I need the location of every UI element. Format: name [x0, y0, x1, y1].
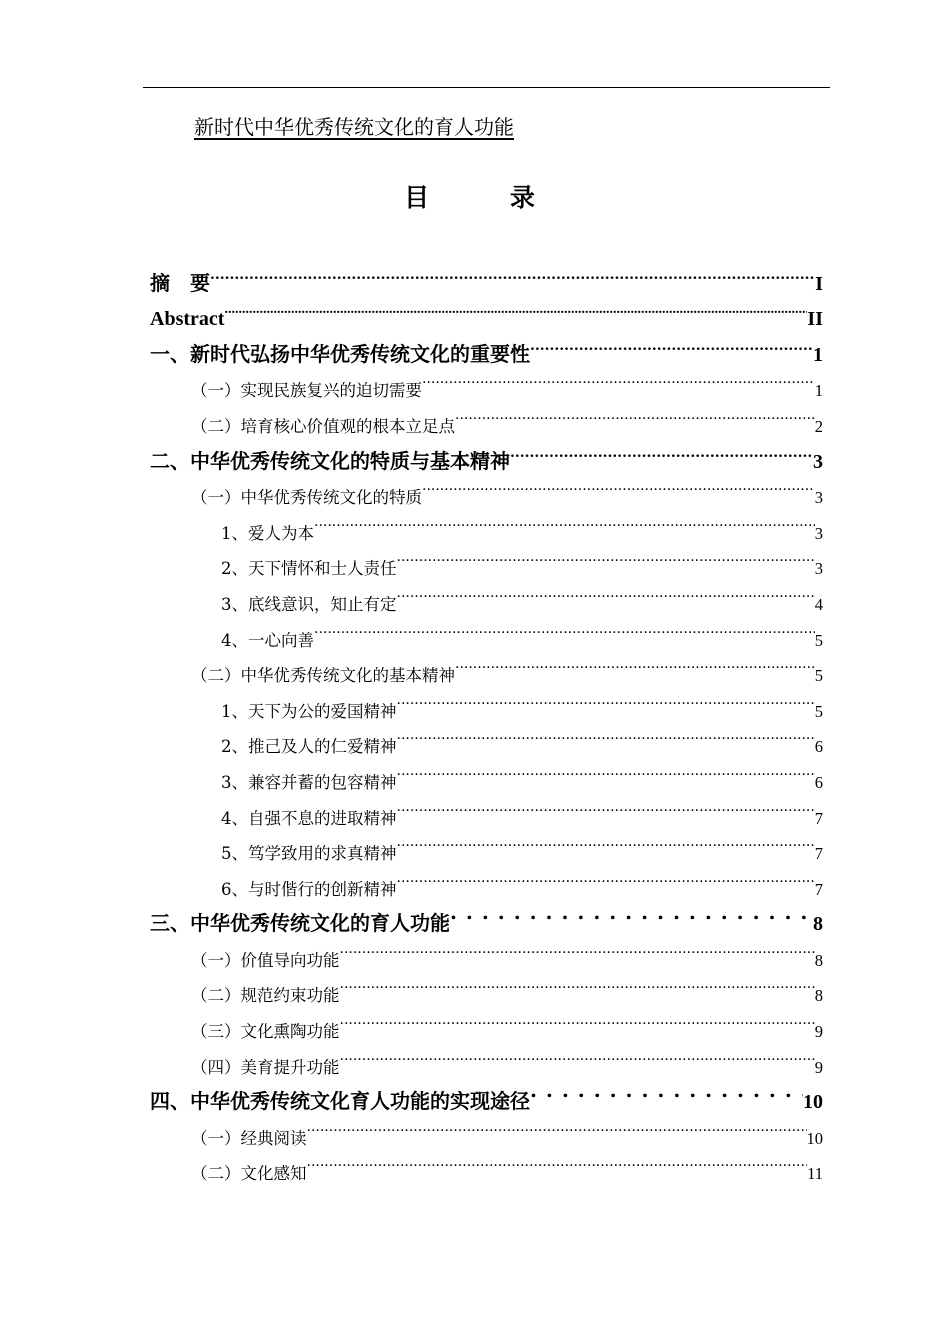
toc-entry-text: 1、爱人为本: [221, 523, 314, 543]
dot-leader: [210, 254, 815, 290]
dot-leader: [340, 1037, 815, 1073]
toc-entry-text: 3、底线意识，知止有定: [221, 594, 397, 614]
toc-entry-text: （四）美育提升功能: [191, 1057, 340, 1077]
toc-entry-text: （二）培育核心价值观的根本立足点: [191, 416, 455, 436]
toc-entry-page: 1: [814, 381, 823, 401]
toc-entry-abstract-en[interactable]: [150, 290, 823, 331]
dot-leader: [397, 788, 815, 824]
toc-entry-page: 10: [806, 1128, 823, 1148]
toc-entry-text: 5、笃学致用的求真精神: [221, 844, 397, 864]
toc-entry-text: （一）中华优秀传统文化的特质: [191, 488, 422, 508]
toc-entry-text: （一）价值导向功能: [191, 950, 340, 970]
dot-leader: [340, 930, 815, 966]
toc-entry-page: 3: [813, 450, 823, 473]
dot-leader: [307, 1108, 807, 1144]
dot-leader: [340, 966, 815, 1002]
toc-entry-text: 摘 要: [150, 270, 210, 295]
toc-entry-page: 3: [814, 559, 823, 579]
dot-leader: [530, 325, 813, 361]
dot-leader: [397, 681, 815, 717]
toc-entry-text: 一、新时代弘扬中华优秀传统文化的重要性: [150, 341, 530, 366]
toc-entry-page: 6: [814, 772, 823, 792]
dot-leader: [397, 859, 815, 895]
toc-entry-text: （一）实现民族复兴的迫切需要: [191, 381, 422, 401]
toc-entry-page: 8: [814, 950, 823, 970]
toc-entry-page: 6: [814, 737, 823, 757]
dot-leader: [224, 290, 807, 326]
dot-leader: [422, 361, 815, 397]
dot-leader: [530, 1073, 803, 1109]
toc-entry-page: 5: [814, 630, 823, 650]
toc-entry-text: 三、中华优秀传统文化的育人功能: [150, 911, 450, 936]
toc-entry-chapter-1[interactable]: [150, 325, 823, 366]
toc-entry-page: 5: [814, 666, 823, 686]
toc-entry-page: 7: [814, 879, 823, 899]
dot-leader: [307, 1144, 808, 1180]
toc-entry-page: 8: [814, 986, 823, 1006]
dot-leader: [397, 717, 815, 753]
toc-entry-page: 5: [814, 701, 823, 721]
dot-leader: [314, 503, 815, 539]
running-header-title: 新时代中华优秀传统文化的育人功能: [194, 115, 514, 139]
dot-leader: [450, 895, 813, 931]
toc-entry-text: 4、自强不息的进取精神: [221, 808, 397, 828]
dot-leader: [397, 574, 815, 610]
toc-entry-page: I: [815, 272, 823, 295]
toc-entry-page: II: [807, 308, 823, 331]
toc-entry-text: 2、天下情怀和士人责任: [221, 559, 397, 579]
toc-entry-page: 2: [814, 416, 823, 436]
toc-entry-text: 6、与时偕行的创新精神: [221, 879, 397, 899]
toc-entry-page: 7: [814, 808, 823, 828]
dot-leader: [314, 610, 815, 646]
toc-entry-text: （一）经典阅读: [191, 1128, 307, 1148]
dot-leader: [510, 432, 813, 468]
toc-entry-page: 9: [814, 1057, 823, 1077]
dot-leader: [397, 752, 815, 788]
header-rule: [143, 87, 830, 88]
toc-entry-text: （三）文化熏陶功能: [191, 1022, 340, 1042]
dot-leader: [397, 824, 815, 860]
toc-entry-page: 8: [813, 913, 823, 936]
dot-leader: [397, 539, 815, 575]
toc-entry-text: 四、中华优秀传统文化育人功能的实现途径: [150, 1089, 530, 1114]
dot-leader: [455, 646, 815, 682]
toc-entry-text: 1、天下为公的爱国精神: [221, 701, 397, 721]
dot-leader: [422, 468, 815, 504]
dot-leader: [340, 1001, 815, 1037]
table-of-contents: [150, 254, 823, 1184]
toc-entry-text: （二）中华优秀传统文化的基本精神: [191, 666, 455, 686]
toc-entry-text: 3、兼容并蓄的包容精神: [221, 772, 397, 792]
toc-title: 目 录: [404, 183, 571, 212]
toc-entry-page: 3: [814, 488, 823, 508]
toc-entry-text: 2、推己及人的仁爱精神: [221, 737, 397, 757]
toc-entry-text: （二）规范约束功能: [191, 986, 340, 1006]
toc-entry-text: Abstract: [150, 308, 225, 331]
toc-entry-page: 10: [803, 1091, 823, 1114]
toc-entry-text: （二）文化感知: [191, 1164, 307, 1184]
toc-entry-page: 4: [814, 594, 823, 614]
toc-entry-abstract-cn[interactable]: [150, 254, 823, 295]
toc-entry-page: 1: [813, 343, 823, 366]
toc-entry-page: 11: [807, 1164, 823, 1184]
toc-entry-text: 4、一心向善: [221, 630, 314, 650]
toc-entry-page: 7: [814, 844, 823, 864]
toc-entry-page: 3: [814, 523, 823, 543]
toc-entry-text: 二、中华优秀传统文化的特质与基本精神: [150, 448, 510, 473]
toc-entry-page: 9: [814, 1022, 823, 1042]
dot-leader: [455, 396, 815, 432]
